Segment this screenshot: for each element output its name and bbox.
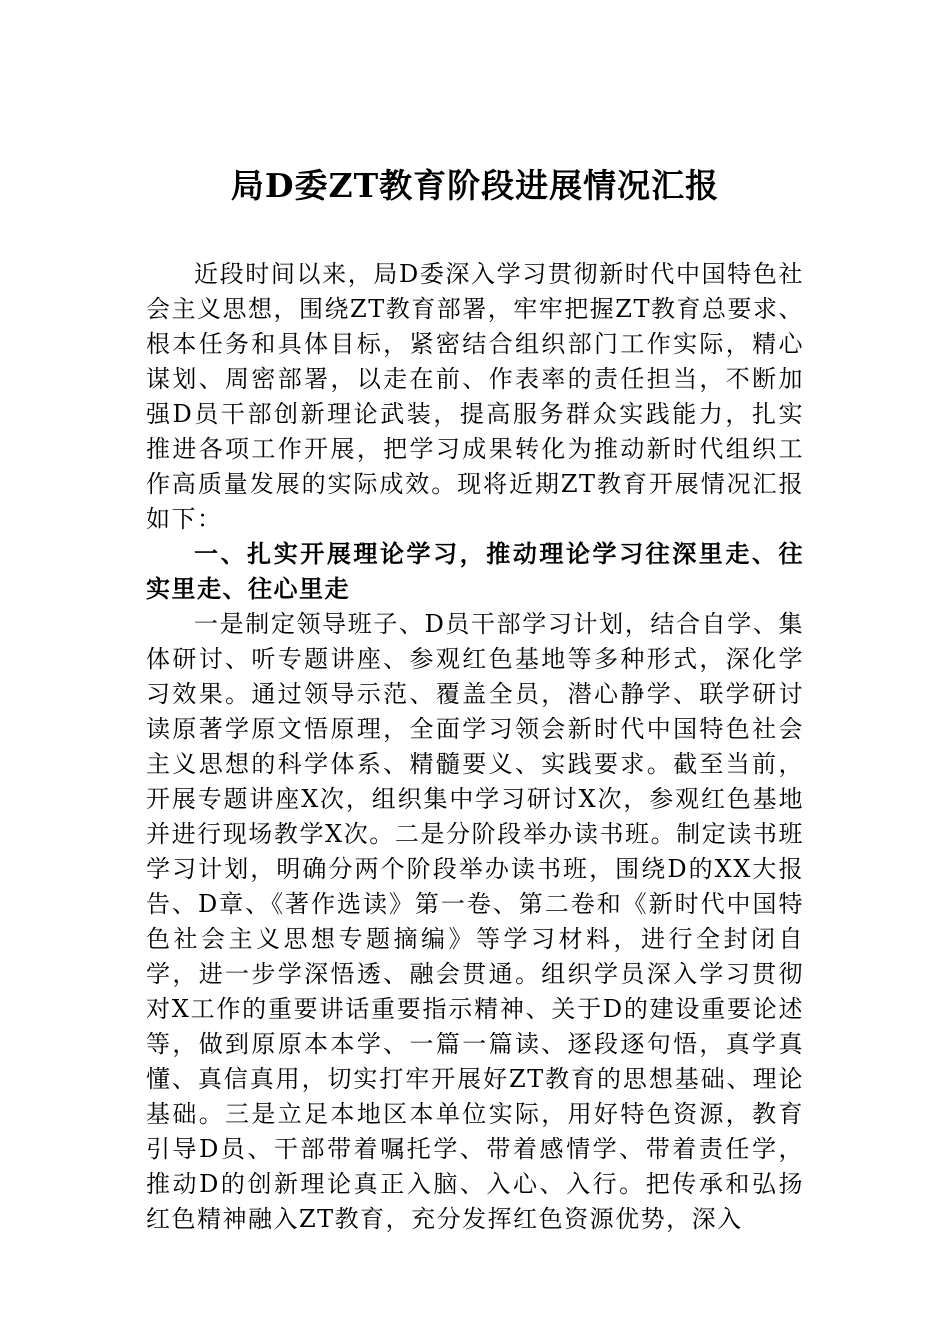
document-body xyxy=(146,257,804,1237)
intro-paragraph: 近段时间以来，局D委深入学习贯彻新时代中国特色社会主义思想，围绕ZT教育部署，牢牢把握ZT教育总要求、根本任务和具体目标，紧密结合组织部门工作实际，精心谋划、周密部署，以走在前、作表率的责任担当，不断加强D员干部创新理论武装，提高服务群众实践能力，扎实推进各项工作开展，把学习成果转化为推动新时代组织工作高质量发展的实际成效。现将近期ZT教育开展情况汇报如下： xyxy=(146,260,804,533)
section-heading-1: 一、扎实开展理论学习，推动理论学习往深里走、往实里走、往心里走 xyxy=(146,540,804,603)
document-title: 局D委ZT教育阶段进展情况汇报 xyxy=(230,166,720,205)
section-1-paragraph: 一是制定领导班子、D员干部学习计划，结合自学、集体研讨、听专题讲座、参观红色基地等多种形式，深化学习效果。通过领导示范、覆盖全员，潜心静学、联学研讨读原著学原文悟原理，全面学习领会新时代中国特色社会主义思想的科学体系、精髓要义、实践要求。截至当前，开展专题讲座X次，组织集中学习研讨X次，参观红色基地并进行现场教学X次。二是分阶段举办读书班。制定读书班学习计划，明确分两个阶段举办读书班，围绕D的XX大报告、D章、《著作选读》第一卷、第二卷和《新时代中国特色社会主义思想专题摘编》等学习材料，进行全封闭自学，进一步学深悟透、融会贯通。组织学员深入学习贯彻对X工作的重要讲话重要指示精神、关于D的建设重要论述等，做到原原本本学、一篇一篇读、逐段逐句悟，真学真懂、真信真用，切实打牢开展好ZT教育的思想基础、理论基础。三是立足本地区本单位实际，用好特色资源，教育引导D员、干部带着嘱托学、带着感情学、带着责任学，推动D的创新理论真正入脑、入心、入行。把传承和弘扬红色精神融入ZT教育，充分发挥红色资源优势，深入 xyxy=(146,610,804,1233)
